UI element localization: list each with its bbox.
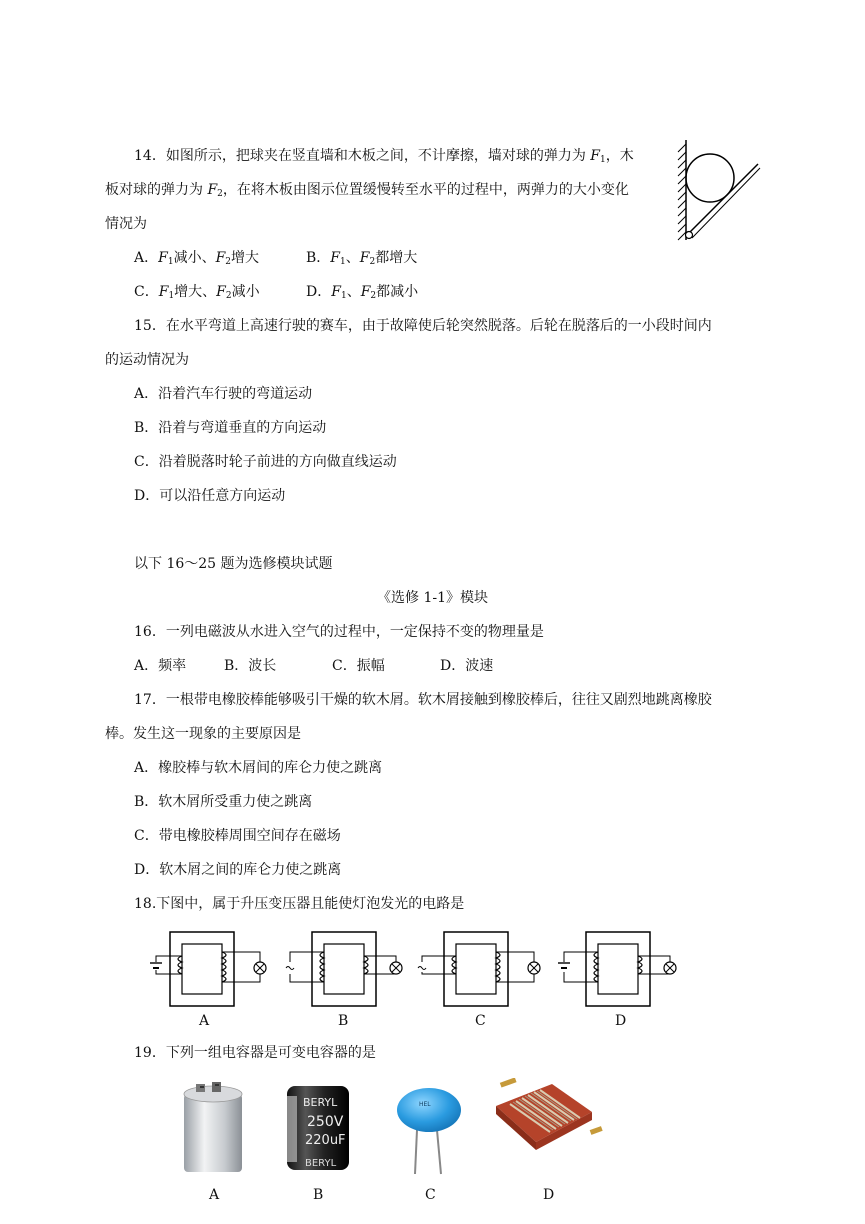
q15-line2: 的运动情况为 <box>105 352 189 368</box>
cap-b-voltage: 250V <box>307 1114 344 1130</box>
q16-option-b: B．波长 <box>224 658 277 674</box>
q16-option-a: A．频率 <box>134 658 187 674</box>
q16-line1: 16．一列电磁波从水进入空气的过程中，一定保持不变的物理量是 <box>134 624 544 640</box>
circuit-b <box>286 932 402 1006</box>
q19-label-c: C <box>425 1187 436 1203</box>
module-title: 《选修 1-1》模块 <box>377 590 488 606</box>
q18-label-c: C <box>475 1013 486 1029</box>
section-note: 以下 16～25 题为选修模块试题 <box>134 556 333 572</box>
q19-line1: 19．下列一组电容器是可变电容器的是 <box>134 1045 376 1061</box>
q17-line1: 17．一根带电橡胶棒能够吸引干燥的软木屑。软木屑接触到橡胶棒后，往往又剧烈地跳离橡胶 <box>134 692 712 708</box>
capacitor-b-image <box>283 1082 353 1174</box>
q18-label-b: B <box>338 1013 349 1029</box>
q14-line1: 14．如图所示，把球夹在竖直墙和木板之间，不计摩擦，墙对球的弹力为 $F_1$，木 <box>134 148 634 165</box>
q14-option-b: B．$F_1$、$F_2$都增大 <box>306 250 418 267</box>
q14-line3: 情况为 <box>105 216 147 232</box>
cap-b-brand-bottom: BERYL <box>305 1158 337 1169</box>
q16-option-d: D．波速 <box>440 658 494 674</box>
capacitor-a-image <box>182 1080 244 1176</box>
q14-option-a: A．$F_1$减小、$F_2$增大 <box>134 250 260 267</box>
q17-option-a: A．橡胶棒与软木屑间的库仑力使之跳离 <box>134 760 383 776</box>
q16-option-c: C．振幅 <box>332 658 385 674</box>
transformer-circuits-figure <box>138 928 698 1008</box>
q15-option-c: C．沿着脱落时轮子前进的方向做直线运动 <box>134 454 397 470</box>
q17-option-d: D．软木屑之间的库仑力使之跳离 <box>134 862 342 878</box>
q15-line1: 15．在水平弯道上高速行驶的赛车，由于故障使后轮突然脱落。后轮在脱落后的一小段时间内 <box>134 318 712 334</box>
q15-option-d: D．可以沿任意方向运动 <box>134 488 286 504</box>
circuit-d <box>558 932 676 1006</box>
capacitor-d-image <box>492 1078 604 1158</box>
circuit-c <box>418 932 540 1006</box>
q18-line1: 18.下图中，属于升压变压器且能使灯泡发光的电路是 <box>134 896 465 912</box>
q17-line2: 棒。发生这一现象的主要原因是 <box>105 726 301 742</box>
q17-option-b: B．软木屑所受重力使之跳离 <box>134 794 313 810</box>
q14-option-c: C．$F_1$增大、$F_2$减小 <box>134 284 260 301</box>
cap-c-marking: HEL <box>419 1101 431 1108</box>
capacitor-c-image <box>395 1086 465 1176</box>
q14-line2: 板对球的弹力为 $F_2$，在将木板由图示位置缓慢转至水平的过程中，两弹力的大小变化 <box>105 182 629 199</box>
cap-b-brand: BERYL <box>303 1096 338 1109</box>
cap-b-capacitance: 220uF <box>305 1133 346 1148</box>
q19-label-a: A <box>209 1187 220 1203</box>
q18-label-a: A <box>199 1013 210 1029</box>
circuit-a <box>150 932 266 1006</box>
q15-option-a: A．沿着汽车行驶的弯道运动 <box>134 386 313 402</box>
q18-label-d: D <box>615 1013 627 1029</box>
q19-label-d: D <box>543 1187 555 1203</box>
q19-label-b: B <box>313 1187 324 1203</box>
q15-option-b: B．沿着与弯道垂直的方向运动 <box>134 420 327 436</box>
ball-wall-board-figure <box>672 138 764 248</box>
q14-option-d: D．$F_1$、$F_2$都减小 <box>306 284 419 301</box>
q17-option-c: C．带电橡胶棒周围空间存在磁场 <box>134 828 341 844</box>
